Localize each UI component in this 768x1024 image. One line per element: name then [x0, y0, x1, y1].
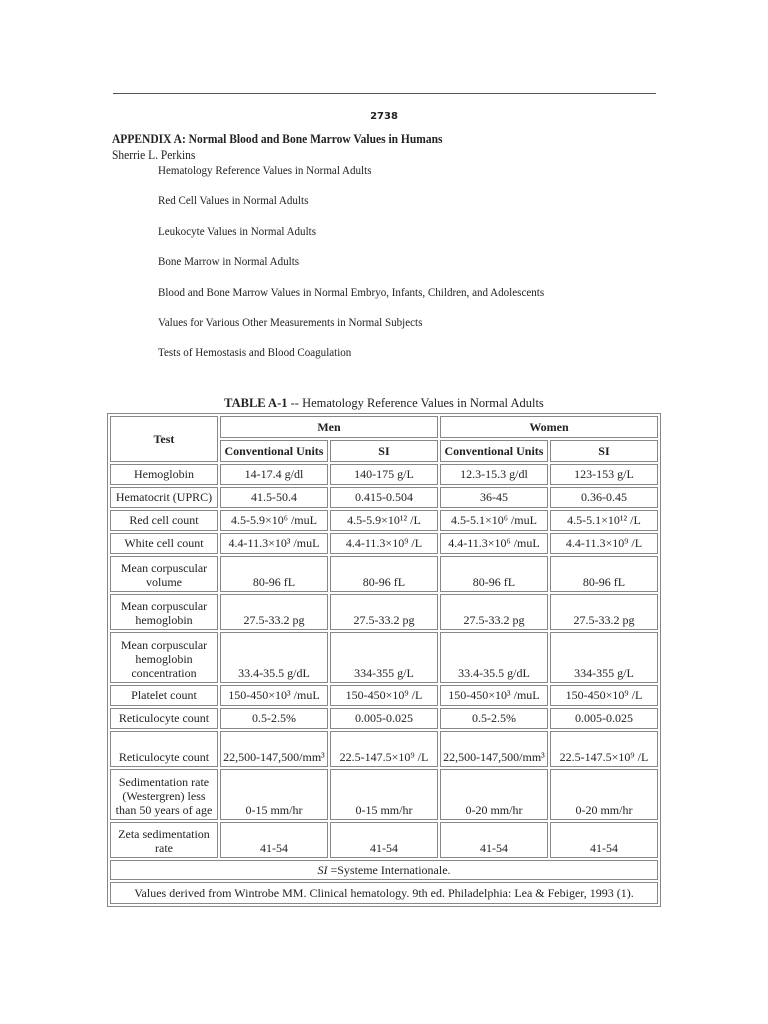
cell-test: Mean corpuscular hemoglobin [110, 594, 218, 630]
table-caption-text: -- Hematology Reference Values in Normal Adults [287, 396, 544, 410]
toc-link-embryo-children[interactable]: Blood and Bone Marrow Values in Normal Embryo, Infants, Children, and Adolescents [158, 284, 545, 299]
toc-list [158, 163, 578, 376]
women-conventional-header: Conventional Units [440, 440, 548, 462]
women-si-header: SI [550, 440, 658, 462]
cell-men-conventional: 41.5-50.4 [220, 487, 328, 508]
cell-women-conventional: 150-450×10³ /muL [440, 685, 548, 706]
cell-men-si: 150-450×10⁹ /L [330, 685, 438, 706]
cell-women-si: 123-153 g/L [550, 464, 658, 485]
cell-men-conventional: 14-17.4 g/dl [220, 464, 328, 485]
toc-link-hematology[interactable]: Hematology Reference Values in Normal Adults [158, 163, 372, 177]
cell-women-si: 27.5-33.2 pg [550, 594, 658, 630]
table-row [110, 685, 658, 706]
cell-women-si: 150-450×10⁹ /L [550, 685, 658, 706]
cell-test: Reticulocyte count [110, 731, 218, 767]
cell-test: Mean corpuscular volume [110, 556, 218, 592]
cell-women-conventional: 27.5-33.2 pg [440, 594, 548, 630]
table-row [110, 533, 658, 554]
cell-test: Platelet count [110, 685, 218, 706]
cell-women-si: 41-54 [550, 822, 658, 858]
toc-link-other-measurements[interactable]: Values for Various Other Measurements in Normal Subjects [158, 314, 423, 329]
table-caption [0, 396, 768, 411]
cell-men-si: 27.5-33.2 pg [330, 594, 438, 630]
table-row [110, 464, 658, 485]
table-data-rows [110, 464, 658, 858]
header-rule [113, 93, 656, 94]
cell-women-conventional: 4.5-5.1×10⁶ /muL [440, 510, 548, 531]
cell-men-conventional: 4.5-5.9×10⁶ /muL [220, 510, 328, 531]
cell-men-si: 0-15 mm/hr [330, 769, 438, 820]
cell-women-conventional: 80-96 fL [440, 556, 548, 592]
cell-test: Mean corpuscular hemoglobin concentration [110, 632, 218, 683]
toc-link-leukocyte[interactable]: Leukocyte Values in Normal Adults [158, 223, 317, 238]
men-conventional-header: Conventional Units [220, 440, 328, 462]
hematology-table [107, 413, 661, 907]
cell-test: Hematocrit (UPRC) [110, 487, 218, 508]
cell-men-si: 4.5-5.9×10¹² /L [330, 510, 438, 531]
cell-women-conventional: 4.4-11.3×10⁶ /muL [440, 533, 548, 554]
group-header-row [110, 416, 658, 438]
table-notes [110, 860, 658, 904]
men-si-header: SI [330, 440, 438, 462]
cell-women-conventional: 12.3-15.3 g/dl [440, 464, 548, 485]
cell-women-si: 334-355 g/L [550, 632, 658, 683]
cell-men-conventional: 27.5-33.2 pg [220, 594, 328, 630]
appendix-heading: APPENDIX A: Normal Blood and Bone Marrow Values in Humans [112, 132, 443, 146]
table-row [110, 556, 658, 592]
toc-link-hemostasis[interactable]: Tests of Hemostasis and Blood Coagulation [158, 345, 352, 360]
table-row [110, 769, 658, 820]
cell-test: Hemoglobin [110, 464, 218, 485]
si-note-row [110, 860, 658, 880]
cell-test: Zeta sedimentation rate [110, 822, 218, 858]
si-note-abbrev: SI [317, 862, 328, 877]
men-group-header: Men [220, 416, 438, 438]
cell-men-si: 0.005-0.025 [330, 708, 438, 729]
cell-women-si: 4.4-11.3×10⁹ /L [550, 533, 658, 554]
cell-test: Reticulocyte count [110, 708, 218, 729]
cell-men-si: 41-54 [330, 822, 438, 858]
cell-men-conventional: 22,500-147,500/mm³ [220, 731, 328, 767]
toc-link-bone-marrow[interactable]: Bone Marrow in Normal Adults [158, 254, 300, 269]
cell-women-conventional: 22,500-147,500/mm³ [440, 731, 548, 767]
table-row [110, 594, 658, 630]
cell-men-conventional: 4.4-11.3×10³ /muL [220, 533, 328, 554]
toc-link-red-cell[interactable]: Red Cell Values in Normal Adults [158, 193, 309, 208]
table-row [110, 510, 658, 531]
cell-test: White cell count [110, 533, 218, 554]
table-row [110, 731, 658, 767]
cell-women-si: 22.5-147.5×10⁹ /L [550, 731, 658, 767]
cell-men-conventional: 41-54 [220, 822, 328, 858]
author-name: Sherrie L. Perkins [112, 148, 196, 162]
cell-men-si: 22.5-147.5×10⁹ /L [330, 731, 438, 767]
table-row [110, 632, 658, 683]
cell-test: Sedimentation rate (Westergren) less than 50 years of age [110, 769, 218, 820]
women-group-header: Women [440, 416, 658, 438]
cell-women-si: 4.5-5.1×10¹² /L [550, 510, 658, 531]
table-body [110, 416, 658, 462]
source-note-row [110, 882, 658, 904]
table-caption-label: TABLE A-1 [224, 396, 288, 410]
cell-women-conventional: 41-54 [440, 822, 548, 858]
cell-men-si: 334-355 g/L [330, 632, 438, 683]
cell-men-si: 4.4-11.3×10⁹ /L [330, 533, 438, 554]
cell-men-conventional: 33.4-35.5 g/dL [220, 632, 328, 683]
cell-men-conventional: 80-96 fL [220, 556, 328, 592]
cell-men-conventional: 150-450×10³ /muL [220, 685, 328, 706]
cell-women-si: 0.36-0.45 [550, 487, 658, 508]
page-number: 2738 [370, 111, 398, 122]
cell-test: Red cell count [110, 510, 218, 531]
source-note: Values derived from Wintrobe MM. Clinical hematology. 9th ed. Philadelphia: Lea & Febiger, 1993 (1). [110, 882, 658, 904]
si-note [110, 860, 658, 880]
si-note-text: =Systeme Internationale. [327, 862, 451, 877]
cell-men-si: 140-175 g/L [330, 464, 438, 485]
cell-men-si: 80-96 fL [330, 556, 438, 592]
cell-women-si: 0-20 mm/hr [550, 769, 658, 820]
cell-men-conventional: 0.5-2.5% [220, 708, 328, 729]
table-row [110, 487, 658, 508]
cell-women-si: 80-96 fL [550, 556, 658, 592]
table-row [110, 822, 658, 858]
table-row [110, 708, 658, 729]
test-column-header: Test [110, 416, 218, 462]
cell-women-conventional: 0.5-2.5% [440, 708, 548, 729]
cell-women-si: 0.005-0.025 [550, 708, 658, 729]
cell-women-conventional: 0-20 mm/hr [440, 769, 548, 820]
cell-men-si: 0.415-0.504 [330, 487, 438, 508]
cell-men-conventional: 0-15 mm/hr [220, 769, 328, 820]
cell-women-conventional: 36-45 [440, 487, 548, 508]
cell-women-conventional: 33.4-35.5 g/dL [440, 632, 548, 683]
